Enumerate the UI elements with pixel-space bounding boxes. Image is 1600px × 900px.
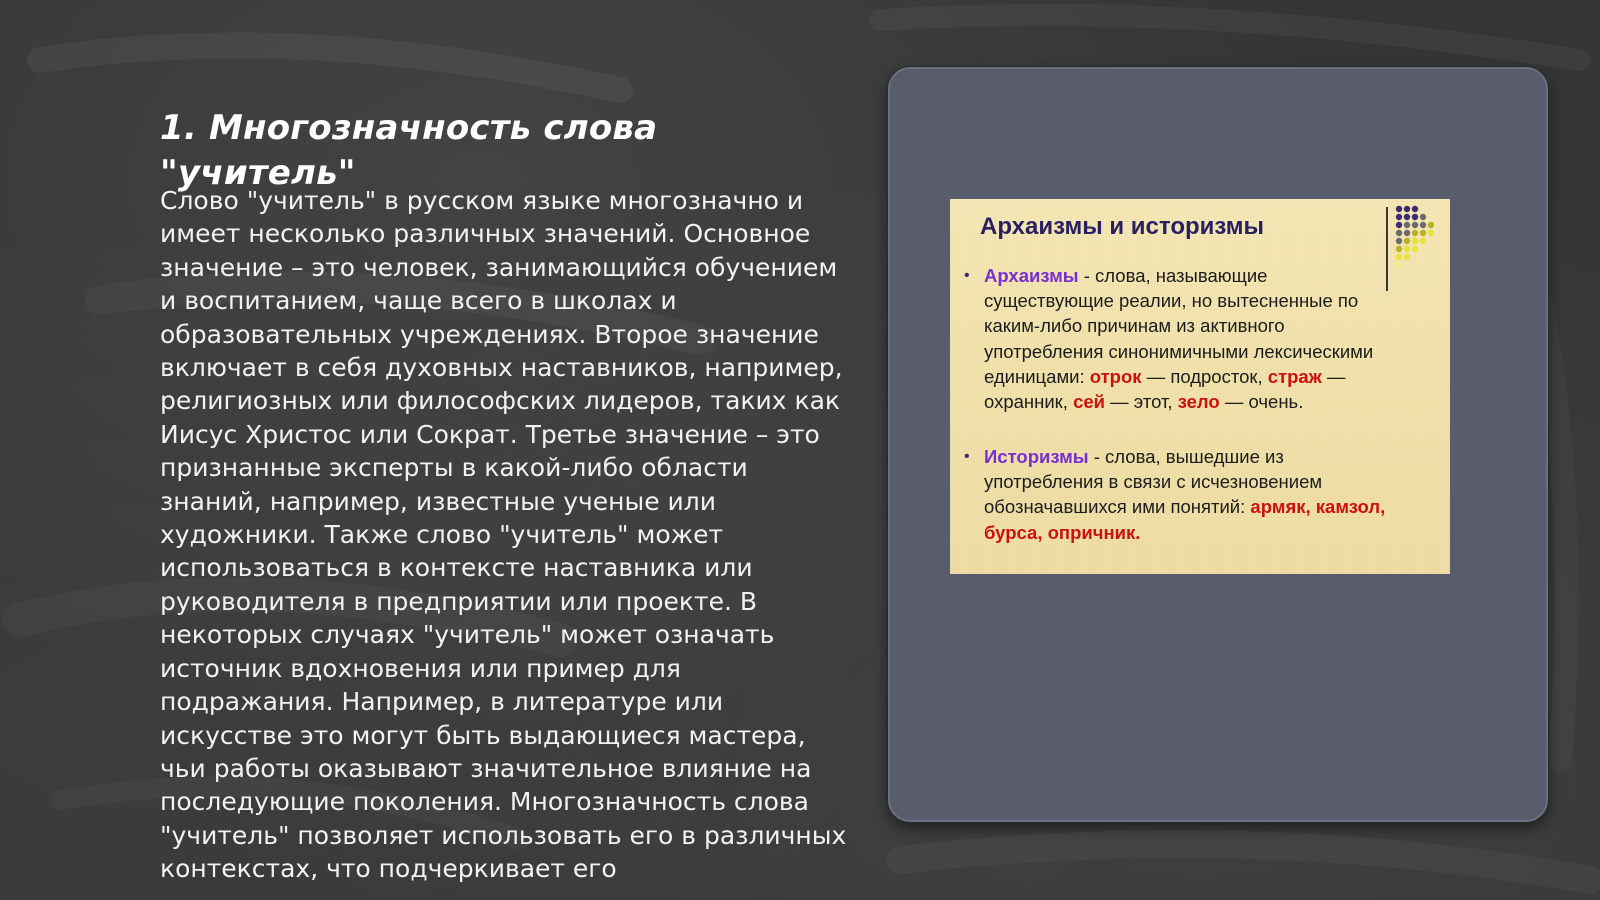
archaisms-text: — охранник, (984, 365, 1346, 413)
historisms-text: - слова, вышедшие из употребления в связи с исчезновением обозначавшихся ими понятий: (984, 446, 1323, 518)
bullet-dot: • (964, 267, 970, 284)
archaisms-term: Архаизмы (984, 265, 1079, 286)
slide-title: 1. Многозначность слова "учитель" (160, 108, 658, 193)
bullet-dot: • (964, 448, 970, 465)
example-word: страж (1267, 365, 1322, 387)
slide-body-text: Слово "учитель" в русском языке многозначно и имеет несколько различных значений. Основное значение – это человек, занимающийся обучением и воспитанием, чаще всего в школах и образовательных учреждениях. Второе значение включает в себя духовных наставников, например, религиозных или философских лидеров, таких как Иисус Христос или Сократ. Третье значение – это признанные эксперты в какой-либо области знаний, например, известные ученые или художники. Также слово "учитель" может использоваться в контексте наставника или руководителя в предприятии или проекте. В некоторых случаях "учитель" может означать источник вдохновения или пример для подражания. Например, в литературе или искусстве это могут быть выдающиеся мастера, чьи работы оказывают значительное влияние на последующие поколения. Многозначность слова "учитель" позволяет использовать его в различных контекстах, что подчеркивает его (160, 186, 847, 884)
example-word: зело (1177, 391, 1220, 413)
historisms-term: Историзмы (984, 446, 1089, 467)
archaisms-bullet (964, 263, 1394, 414)
example-words: армяк, камзол, бурса, опричник. (984, 496, 1386, 543)
card-title: Архаизмы и историзмы (980, 213, 1264, 240)
archaisms-text: - слова, называющие существующие реалии, но вытесненные по каким-либо причинам из активного употребления синонимичными лексическими единицами: (984, 265, 1374, 387)
archaisms-card (950, 199, 1450, 574)
example-word: сей (1073, 391, 1106, 413)
archaisms-text: — очень. (1219, 391, 1304, 413)
decorative-dots-icon (1394, 204, 1440, 276)
historisms-definition (984, 444, 1394, 545)
example-word: отрок (1089, 365, 1142, 387)
archaisms-text: — этот, (1105, 391, 1178, 413)
archaisms-definition (984, 263, 1394, 414)
archaisms-text: — подросток, (1141, 365, 1268, 387)
historisms-bullet (964, 444, 1394, 545)
